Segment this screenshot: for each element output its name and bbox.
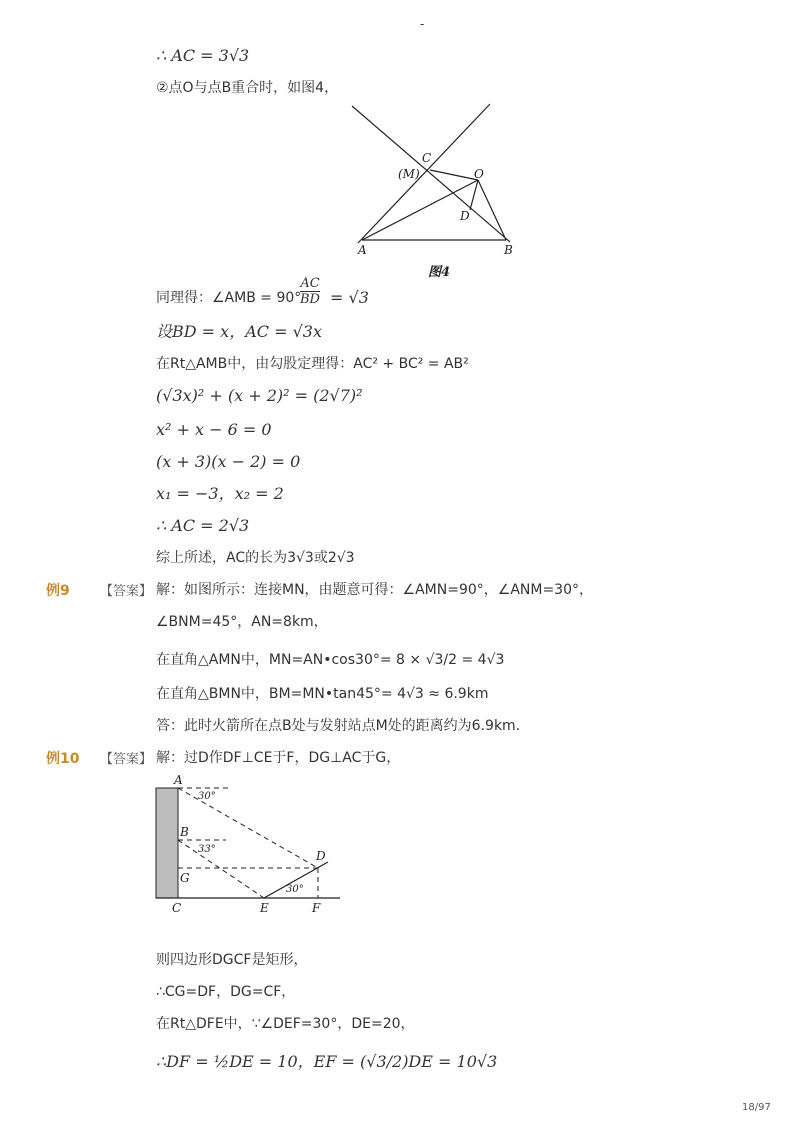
line-conclusion: 综上所述，AC的长为3√3或2√3 — [156, 550, 355, 566]
fraction-denominator: BD — [300, 292, 320, 307]
ex9-line-2: ∠BNM=45°，AN=8km， — [156, 614, 328, 630]
fig10-building — [156, 788, 178, 898]
fig4-line-left-diagonal — [352, 106, 510, 242]
fig4-label-c: C — [422, 151, 432, 165]
fig10-label-g: G — [180, 871, 190, 885]
ex10-line-1: 解：过D作DF⊥CE于F，DG⊥AC于G， — [156, 750, 401, 766]
ex10-line-4: 在Rt△DFE中，∵∠DEF=30°，DE=20， — [156, 1016, 415, 1032]
fig10-label-f: F — [312, 901, 321, 914]
ex9-line-4: 在直角△BMN中，BM=MN•tan45°= 4√3 ≈ 6.9km — [156, 686, 489, 702]
fig4-caption: 图4 — [428, 265, 451, 280]
ex9-line-1: 解：如图所示：连接MN，由题意可得：∠AMN=90°，∠ANM=30°， — [156, 582, 593, 598]
fig10-label-b: B — [180, 825, 189, 839]
fig10-angle-30-bottom: 30° — [286, 884, 304, 895]
line-equation-3: (x + 3)(x − 2) = 0 — [156, 452, 301, 471]
line-case2: ②点O与点B重合时，如图4， — [156, 80, 339, 96]
line-roots: x₁ = −3，x₂ = 2 — [156, 484, 284, 503]
ex10-line-3: ∴CG=DF，DG=CF， — [156, 984, 296, 1000]
figure-4 — [340, 98, 540, 284]
ex9-line-3: 在直角△AMN中，MN=AN•cos30°= 8 × √3/2 = 4√3 — [156, 652, 505, 668]
fig10-angle-30-top: 30° — [198, 791, 216, 802]
fig10-line-be — [178, 840, 264, 898]
fraction-equals: = √3 — [330, 288, 369, 307]
fig10-label-d: D — [316, 849, 326, 863]
line-pythagoras: 在Rt△AMB中，由勾股定理得：AC² + BC² = AB² — [156, 356, 469, 372]
line-ac-3root3: ∴ AC = 3√3 — [156, 46, 250, 65]
fig4-label-d: D — [460, 209, 470, 223]
fig4-line-od — [470, 180, 478, 210]
example-10-label: 例10 — [46, 751, 80, 767]
header-mark: - — [420, 17, 425, 31]
ex10-line-2: 则四边形DGCF是矩形， — [156, 952, 308, 968]
example-9-answer-tag: 【答案】 — [100, 584, 153, 599]
fig4-line-ob — [478, 180, 506, 240]
fig10-label-a: A — [174, 773, 183, 787]
fig10-angle-33: 33° — [198, 844, 216, 855]
line-equation-1: (√3x)² + (x + 2)² = (2√7)² — [156, 386, 363, 405]
fig10-label-c: C — [172, 901, 182, 914]
ex9-line-5: 答：此时火箭所在点B处与发射站点M处的距离约为6.9km． — [156, 718, 530, 734]
example-10-answer-tag: 【答案】 — [100, 752, 153, 767]
fig4-label-o: O — [474, 167, 484, 181]
fig4-line-right-diagonal — [358, 104, 490, 243]
page-number: 18/97 — [742, 1102, 771, 1113]
line-same-reason: 同理得：∠AMB = 90° — [156, 290, 302, 306]
fraction-numerator: AC — [300, 276, 320, 291]
example-9-label: 例9 — [46, 583, 70, 599]
line-equation-2: x² + x − 6 = 0 — [156, 420, 272, 439]
figure-10 — [150, 772, 350, 914]
fig10-label-e: E — [260, 901, 269, 914]
ex10-line-5: ∴DF = ½DE = 10，EF = (√3/2)DE = 10√3 — [156, 1052, 498, 1071]
fig4-label-a: A — [358, 243, 367, 257]
fig4-label-m: (M) — [398, 167, 420, 181]
line-ac-2root3: ∴ AC = 2√3 — [156, 516, 250, 535]
fig4-label-b: B — [504, 243, 513, 257]
fig4-line-mo — [430, 170, 478, 180]
line-let-bd: 设BD = x，AC = √3x — [156, 322, 322, 341]
fraction-ac-bd — [300, 276, 320, 307]
